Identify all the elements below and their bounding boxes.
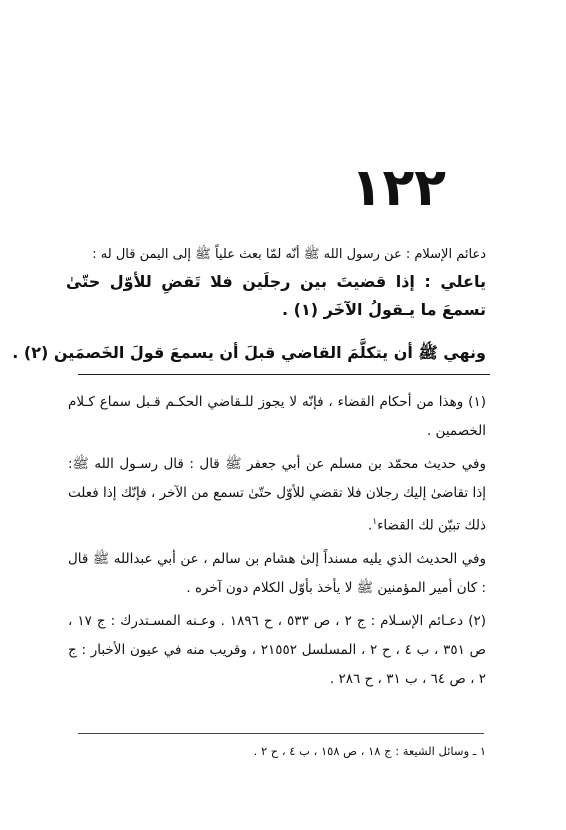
commentary-notes xyxy=(68,388,486,698)
footnote: ١ ـ وسائل الشيعة : ج ١٨ ، ص ١٥٨ ، ب ٤ ، ح ٢ . xyxy=(253,744,486,758)
hadith-number-heading: ١٢٢ xyxy=(350,158,446,218)
note-2-reference: (٢) دعـائم الإسـلام : ج ٢ ، ص ٥٣٣ ، ح ١٨٩٦ . وعـنه المسـتدرك : ج ١٧ ، ص ٣٥١ ، ب ٤ ، ح ٢ ، المسلسل ٢١٥٥٢ ، وقريب منه في عيون الأخبار : ج ٢ ، ص ٦٤ ، ب ٣١ ، ح ٢٨٦ . xyxy=(68,612,487,687)
footnote-separator xyxy=(78,733,484,734)
note-1-intro: (١) وهذا من أحكام القضاء ، فإنّه لا يجوز للـقاضي الحكـم قـبل سماع كـلام الخصمين . xyxy=(68,394,486,439)
source-line: دعائم الإسلام : عن رسول الله ﷺ أنّه لمّا بعث علياً ﷺ إلى اليمن قال له : xyxy=(92,247,486,262)
note-1-hadith-text: وفي حديث محمّد بن مسلم عن أبي جعفر ﷺ قال : قال رسـول الله ﷺ: إذا تقاضىٰ إليك رجلان فلا تقضي للأوّل حتّىٰ تسمع من الآخر ، فإنّك إذا فعلت ذلك تبيّن لك القضاء xyxy=(68,456,486,534)
note-1-hadith: وفي حديث محمّد بن مسلم عن أبي جعفر ﷺ قال : قال رسـول الله ﷺ: إذا تقاضىٰ إليك رجلان فلا تقضي للأوّل حتّىٰ تسمع من الآخر ، فإنّك إذا فعلت ذلك تبيّن لك القضاء$^١$. xyxy=(68,456,486,534)
hadith-text-2: ونهي ﷺ أن يتكلَّمَ القاضي قبلَ أن يسمعَ قولَ الخَصمَين (٢) . xyxy=(12,343,486,362)
note-1-second-hadith: وفي الحديث الذي يليه مسنداً إلىٰ هشام بن سالم ، عن أبي عبدالله ﷺ قال : كان أمير المؤمنين ﷺ لا يأخذ بأوّل الكلام دون آخره . xyxy=(68,550,486,596)
hadith-text-1: ياعلي : إذا قضيتَ بين رجلَين فلا تَقضِ للأوّل حتّىٰ تسمعَ ما يـقولُ الآخَر (١) . xyxy=(66,272,486,319)
footnote-marker: ١ xyxy=(372,517,378,527)
separator-line xyxy=(78,374,490,375)
